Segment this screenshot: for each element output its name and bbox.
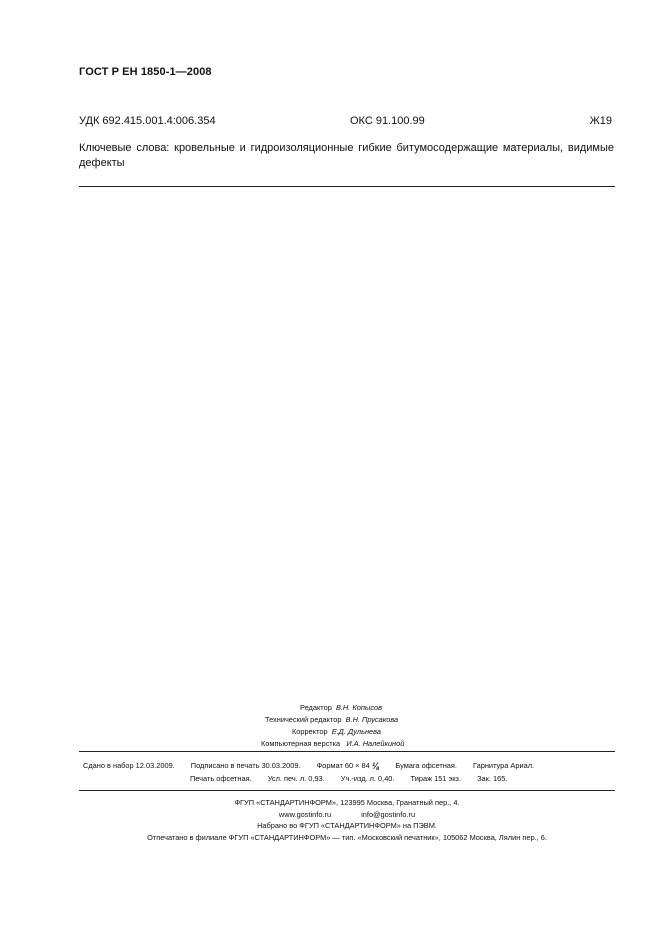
editor-name: В.Н. Копысов <box>335 703 382 712</box>
publisher-block <box>79 797 615 843</box>
editors-block <box>255 702 405 750</box>
format-info <box>317 761 380 770</box>
divider-bottom <box>79 790 615 791</box>
divider-top <box>79 186 615 187</box>
keywords-text: Ключевые слова: кровельные и гидроизоляционные гибкие битумосодержащие материалы, видимые дефекты <box>79 142 614 169</box>
editor-line <box>300 702 443 714</box>
corrector-role: Корректор <box>292 727 328 736</box>
corrector-line <box>292 726 435 738</box>
print-sheets: Усл. печ. л. 0,93. <box>267 774 325 783</box>
signed-date: Подписано в печать 30.03.2009. <box>190 761 301 770</box>
printing-line-1 <box>83 760 534 770</box>
group-code: Ж19 <box>589 115 612 127</box>
corrector-name: Е.Д. Дульнева <box>331 727 381 736</box>
udk-code: УДК 692.415.001.4:006.354 <box>79 115 216 127</box>
format-prefix: Формат 60 × 84 <box>316 761 370 770</box>
font-info: Гарнитура Ариал. <box>473 761 535 770</box>
publisher-address: ФГУП «СТАНДАРТИНФОРМ», 123995 Москва, Гранатный пер., 4. <box>234 798 460 807</box>
layout-name: И.А. Налейкиной <box>346 739 405 748</box>
paper-info: Бумага офсетная. <box>395 761 457 770</box>
tech-editor-line <box>265 714 408 726</box>
typeset-date: Сдано в набор 12.03.2009. <box>83 761 175 770</box>
print-type: Печать офсетная. <box>190 774 252 783</box>
format-fraction: ⅛ <box>371 761 380 771</box>
layout-line <box>261 738 404 750</box>
editor-role: Редактор <box>300 703 332 712</box>
typeset-note: Набрано во ФГУП «СТАНДАРТИНФОРМ» на ПЭВМ. <box>257 821 437 830</box>
oks-code: ОКС 91.100.99 <box>350 115 425 127</box>
order-number: Зак. 165. <box>477 774 508 783</box>
publisher-website: www.gostinfo.ru <box>278 809 332 819</box>
edition-sheets: Уч.-изд. л. 0,40. <box>340 774 395 783</box>
printing-line-2 <box>190 774 521 783</box>
publisher-email: info@gostinfo.ru <box>361 809 416 819</box>
classification-row <box>79 115 612 129</box>
tech-editor-name: В.Н. Прусакова <box>345 715 399 724</box>
print-run: Тираж 151 экз. <box>410 774 461 783</box>
divider-middle <box>79 751 615 752</box>
tech-editor-role: Технический редактор <box>265 715 342 724</box>
layout-role: Компьютерная верстка <box>261 739 341 748</box>
printed-note: Отпечатано в филиале ФГУП «СТАНДАРТИНФОРМ» — тип. «Московский печатник», 105062 Москва, Лялин пер., 6. <box>147 832 547 842</box>
standard-code: ГОСТ Р ЕН 1850-1—2008 <box>79 66 212 78</box>
publisher-contacts <box>79 809 615 821</box>
